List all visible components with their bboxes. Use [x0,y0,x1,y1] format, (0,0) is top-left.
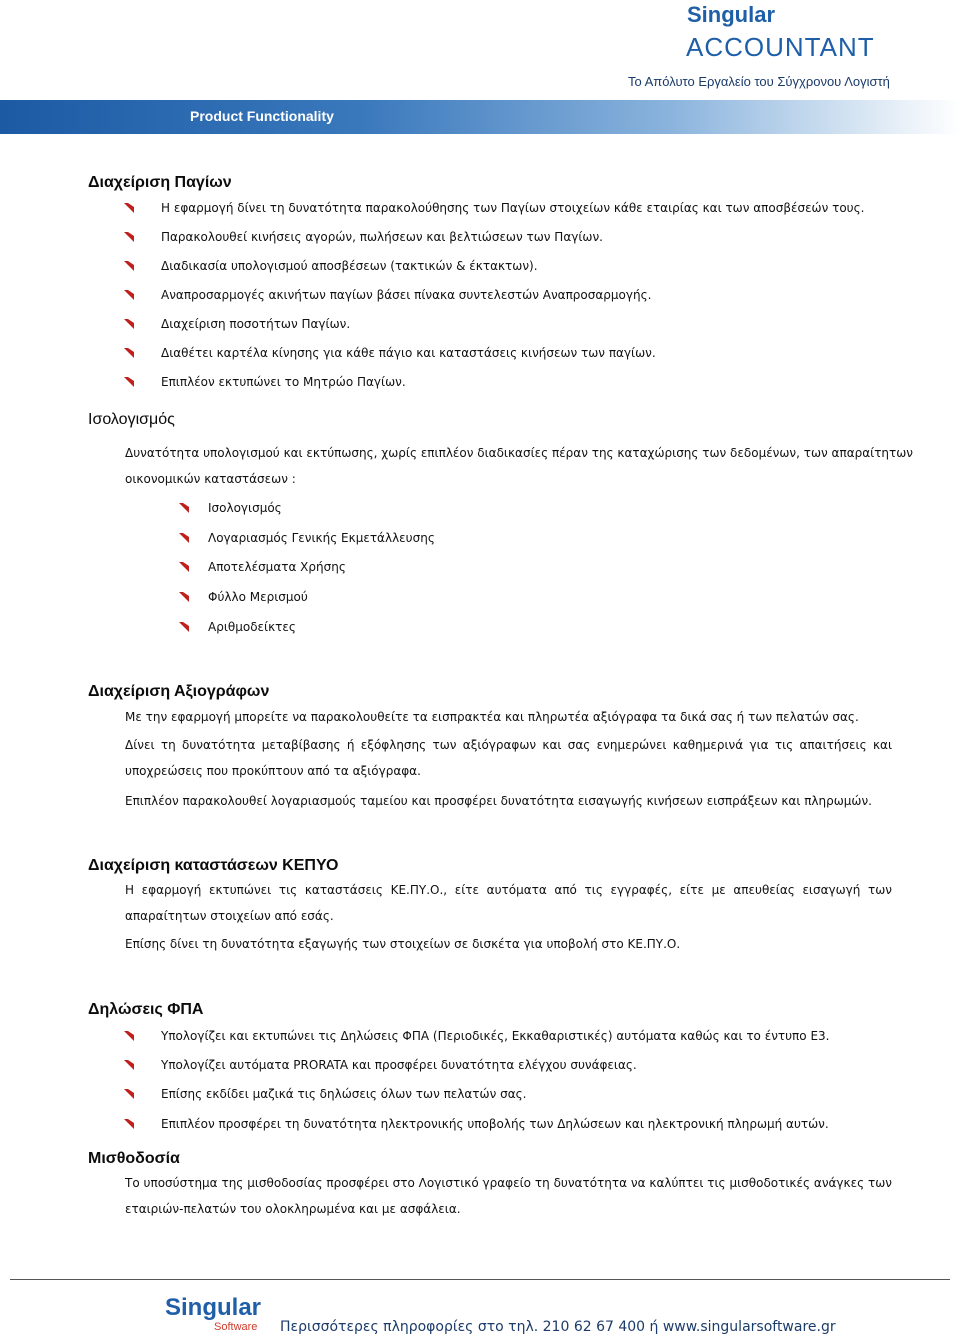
list-item-text: Επιπλέον προσφέρει τη δυνατότητα ηλεκτρονικής υποβολής των Δηλώσεων και ηλεκτρονική πληρωμή αυτών. [161,1117,829,1131]
balance-sheet-intro-line2: οικονομικών καταστάσεων : [125,472,296,486]
header-band [0,100,960,134]
list-item-text: Φύλλο Μερισμού [208,590,308,604]
footer-brand-sub: Software [214,1321,258,1333]
list-item-text: Υπολογίζει και εκτυπώνει τις Δηλώσεις ΦΠΑ (Περιοδικές, Εκκαθαριστικές) αυτόματα καθώς και το έντυπο Ε3. [161,1029,830,1043]
footer-divider [10,1279,950,1280]
brand-tagline: Το Απόλυτο Εργαλείο του Σύγχρονου Λογιστή [628,74,890,89]
red-arrow-bullet-icon [124,261,134,271]
header-band-label: Product Functionality [190,108,334,124]
section-title-payroll: Μισθοδοσία [88,1150,180,1167]
red-arrow-bullet-icon [124,1060,134,1070]
securities-paragraph-1: Με την εφαρμογή μπορείτε να παρακολουθείτε τα εισπρακτέα και πληρωτέα αξιόγραφα τα δικά σας ή των πελατών σας. [125,710,859,724]
red-arrow-bullet-icon [179,562,189,572]
red-arrow-bullet-icon [124,348,134,358]
list-item-text: Επίσης εκδίδει μαζικά τις δηλώσεις όλων των πελατών σας. [161,1087,527,1101]
section-title-vat: Δηλώσεις ΦΠΑ [88,1001,204,1018]
securities-paragraph-3: Επιπλέον παρακολουθεί λογαριασμούς ταμείου και προσφέρει δυνατότητα εισαγωγής κινήσεων εισπράξεων και πληρωμών. [125,794,872,808]
red-arrow-bullet-icon [124,319,134,329]
red-arrow-bullet-icon [124,290,134,300]
kepyo-paragraph-2: Επίσης δίνει τη δυνατότητα εξαγωγής των στοιχείων σε δισκέτα για υποβολή στο ΚΕ.ΠΥ.Ο. [125,937,681,951]
red-arrow-bullet-icon [124,1089,134,1099]
red-arrow-bullet-icon [124,203,134,213]
red-arrow-bullet-icon [124,1119,134,1129]
list-item-text: Η εφαρμογή δίνει τη δυνατότητα παρακολούθησης των Παγίων στοιχείων κάθε εταιρίας και των αποσβέσεών τους. [161,201,865,215]
list-item-text: Παρακολουθεί κινήσεις αγορών, πωλήσεων και βελτιώσεων των Παγίων. [161,230,603,244]
list-item-text: Αριθμοδείκτες [208,620,296,634]
list-item-text: Ισολογισμός [208,501,282,515]
brand-name: Singular [687,2,776,27]
list-item-text: Αναπροσαρμογές ακινήτων παγίων βάσει πίνακα συντελεστών Αναπροσαρμογής. [161,288,652,302]
product-name: ACCOUNTANT [686,32,875,62]
list-item-text: Λογαριασμός Γενικής Εκμετάλλευσης [208,531,435,545]
red-arrow-bullet-icon [124,1031,134,1041]
red-arrow-bullet-icon [179,622,189,632]
balance-sheet-intro-line1: Δυνατότητα υπολογισμού και εκτύπωσης, χωρίς επιπλέον διαδικασίες πέραν της καταχώρισης των δεδομένων, των απαραίτητων [125,446,913,460]
red-arrow-bullet-icon [179,503,189,513]
list-item-text: Επιπλέον εκτυπώνει το Μητρώο Παγίων. [161,375,406,389]
list-item-text: Υπολογίζει αυτόματα PRORATA και προσφέρει δυνατότητα ελέγχου συνάφειας. [161,1058,637,1072]
list-item-text: Διαθέτει καρτέλα κίνησης για κάθε πάγιο και καταστάσεις κινήσεων των παγίων. [161,346,656,360]
footer-brand-name: Singular [165,1294,262,1321]
red-arrow-bullet-icon [124,377,134,387]
section-title-kepyo: Διαχείριση καταστάσεων ΚΕΠΥΟ [88,857,339,874]
red-arrow-bullet-icon [179,533,189,543]
section-title-balance-sheet: Ισολογισμός [88,411,175,428]
footer-contact: Περισσότερες πληροφορίες στο τηλ. 210 62 67 400 ή www.singularsoftware.gr [280,1319,836,1335]
securities-paragraph-2: Δίνει τη δυνατότητα μεταβίβασης ή εξόφλησης των αξιόγραφων και σας ενημερώνει καθημερινά για τις απαιτήσεις και υποχρεώσεις που προκύπτουν από τα αξιόγραφα. [125,738,892,778]
list-item-text: Διαδικασία υπολογισμού αποσβέσεων (τακτικών & έκτακτων). [161,259,538,273]
kepyo-paragraph-1: Η εφαρμογή εκτυπώνει τις καταστάσεις ΚΕ.ΠΥ.Ο., είτε αυτόματα από τις εγγραφές, είτε με απευθείας εισαγωγή των απαραίτητων στοιχείων από εσάς. [125,883,892,923]
list-item-text: Αποτελέσματα Χρήσης [208,560,346,574]
list-item-text: Διαχείριση ποσοτήτων Παγίων. [161,317,351,331]
red-arrow-bullet-icon [179,592,189,602]
section-title-fixed-assets: Διαχείριση Παγίων [88,174,232,191]
section-title-securities: Διαχείριση Αξιογράφων [88,683,270,700]
red-arrow-bullet-icon [124,232,134,242]
payroll-paragraph-1: Το υποσύστημα της μισθοδοσίας προσφέρει στο Λογιστικό γραφείο τη δυνατότητα να καλύπτει τις μισθοδοτικές ανάγκες των εταιριών-πελατών του ολοκληρωμένα και με ασφάλεια. [125,1176,892,1216]
